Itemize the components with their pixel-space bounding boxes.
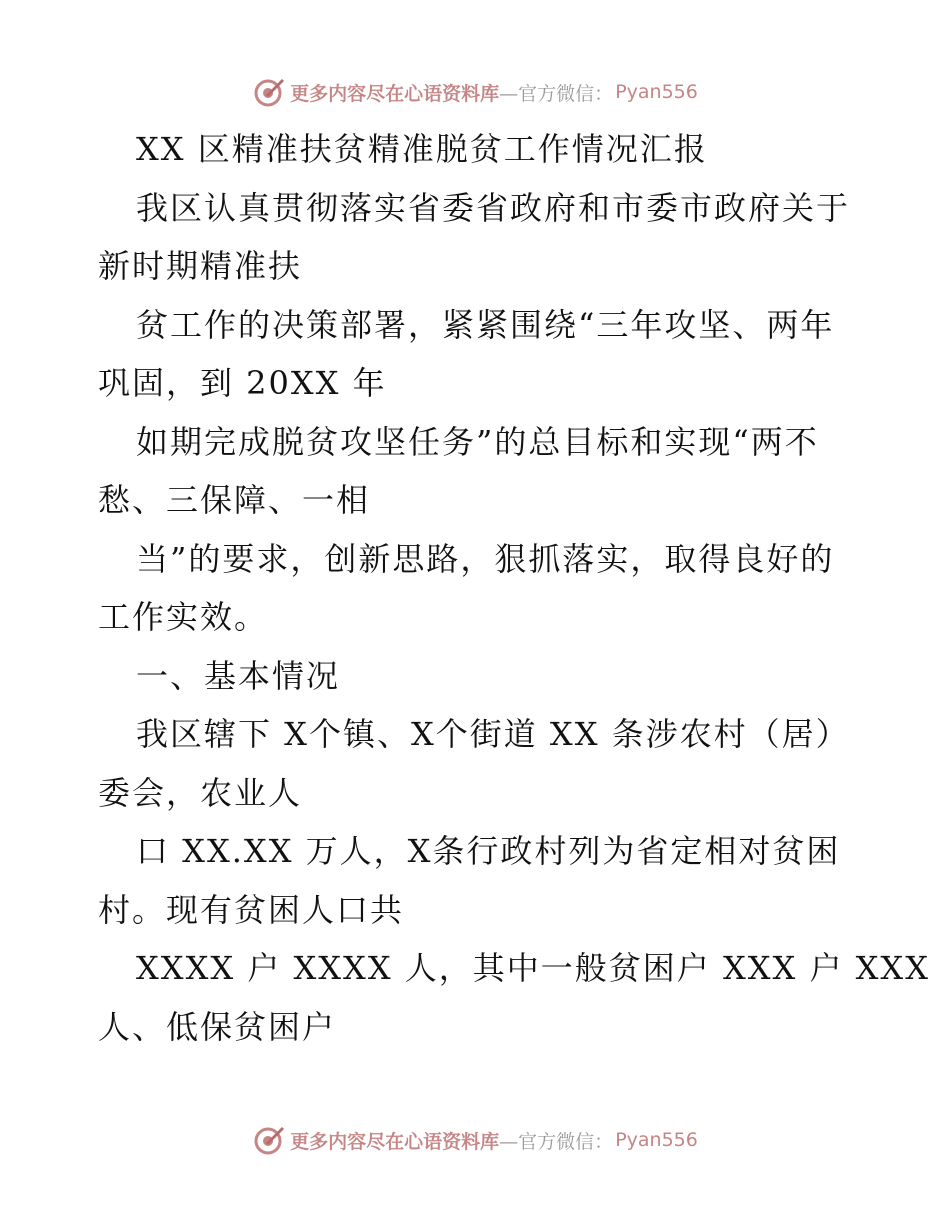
text-line: 如期完成脱贫攻坚任务”的总目标和实现“两不: [136, 422, 819, 461]
pen-logo-icon: [252, 1123, 286, 1157]
text-line: 工作实效。: [98, 598, 269, 636]
text-line: 愁、三保障、一相: [98, 481, 371, 519]
banner-text: 更多内容尽在心语资料库: [290, 82, 500, 105]
banner-separator: —官方微信：: [499, 82, 614, 105]
text-line: 人、低保贫困户: [98, 1007, 337, 1046]
document-title: XX 区精准扶贫精准脱贫工作情况汇报: [136, 130, 708, 168]
text-line: 委会，农业人: [98, 773, 303, 812]
text-line: 口 XX.XX 万人，X条行政村列为省定相对贫困: [136, 832, 841, 870]
text-line: 村。现有贫困人口共: [98, 890, 405, 929]
text-line: 贫工作的决策部署，紧紧围绕“三年攻坚、两年: [136, 305, 835, 344]
text-line: 我区辖下 X个镇、X个街道 XX 条涉农村（居）: [136, 715, 850, 753]
banner-separator: —官方微信：: [499, 1130, 614, 1153]
pen-logo-icon: [252, 75, 286, 109]
banner-wechat-id: Pyan556: [615, 81, 698, 103]
text-line: XXXX 户 XXXX 人，其中一般贫困户 XXX 户 XXX: [136, 949, 930, 987]
text-line: 巩固，到 20XX 年: [98, 364, 387, 402]
section-heading: 一、基本情况: [136, 656, 341, 695]
text-line: 当”的要求，创新思路，狠抓落实，取得良好的: [136, 539, 835, 578]
text-line: 我区认真贯彻落实省委省政府和市委市政府关于: [136, 188, 851, 227]
banner-text: 更多内容尽在心语资料库: [290, 1130, 500, 1153]
document-body: [98, 120, 930, 1056]
footer-watermark: [0, 1120, 950, 1160]
text-line: 新时期精准扶: [98, 247, 303, 285]
banner-wechat-id: Pyan556: [615, 1129, 698, 1151]
header-watermark: [0, 72, 950, 112]
